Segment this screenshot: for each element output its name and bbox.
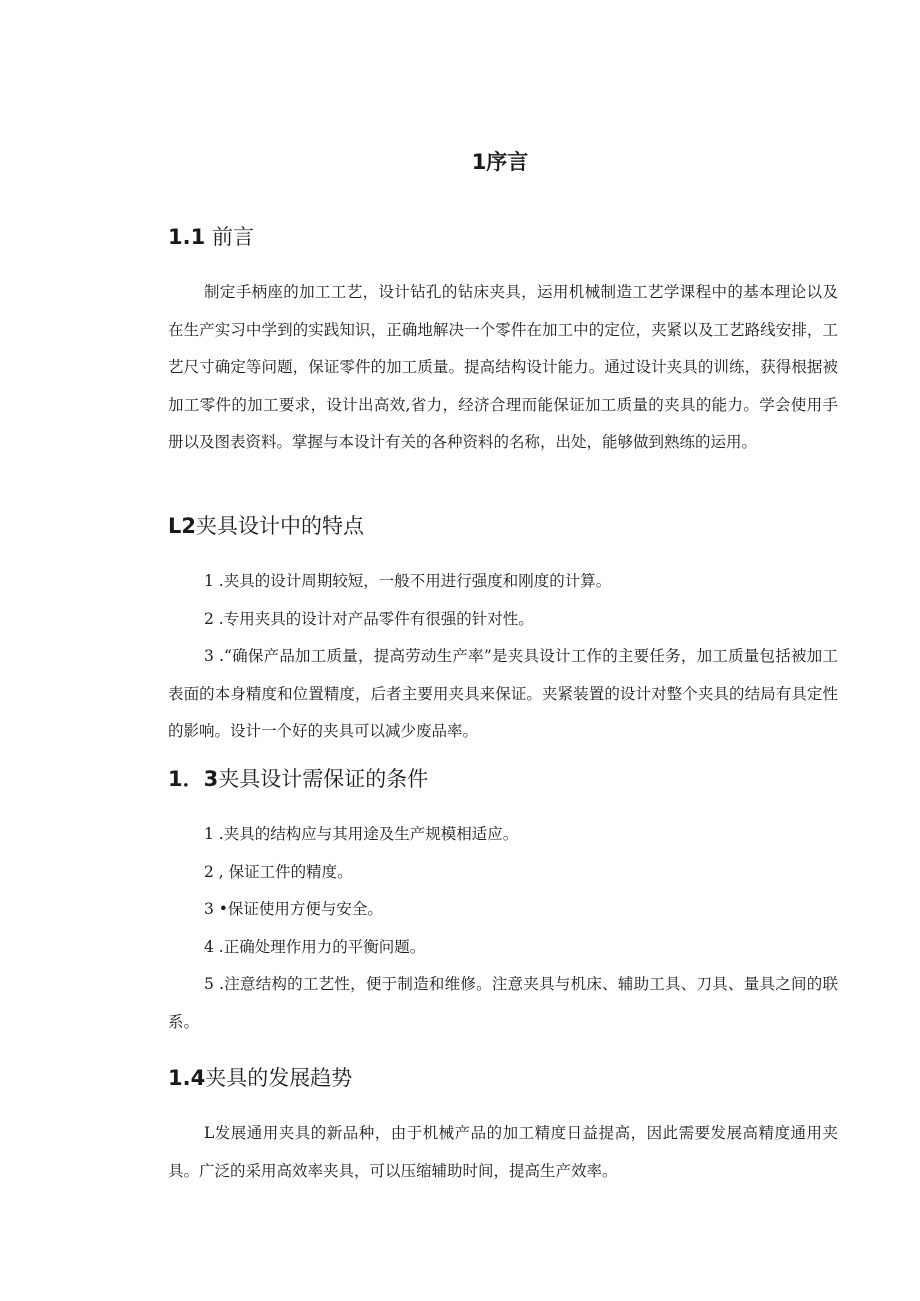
section-title: 前言 [212,225,254,249]
list-item: 3 •保证使用方便与安全。 [204,900,383,918]
section-heading [168,1063,838,1093]
list-item: 1 .夹具的结构应与其用途及生产规模相适应。 [204,825,519,843]
section-number: 1.1 [168,225,206,249]
section-heading [168,222,838,252]
list-item: 4 .正确处理作用力的平衡问题。 [204,937,426,956]
paragraph: 制定手柄座的加工工艺，设计钻孔的钻床夹具，运用机械制造工艺学课程中的基本理论以及在生产实习中学到的实践知识，正确地解决一个零件在加工中的定位，夹紧以及工艺路线安排，工艺尺寸确定等问题，保证零件的加工质量。提高结构设计能力。通过设计夹具的训练，获得根据被加工零件的加工要求，设计出高效,省力，经济合理而能保证加工质量的夹具的能力。学会使用手册以及图表资料。掌握与本设计有关的各种资料的名称，出处，能够做到熟练的运用。 [168,283,838,451]
section-title: 夹具设计需保证的条件 [218,767,429,791]
section-title: 夹具的发展趋势 [205,1066,353,1090]
section-heading [168,764,838,794]
section-preface [168,222,838,462]
list-item: 3 .“确保产品加工质量，提高劳动生产率”是夹具设计工作的主要任务，加工质量包括被加工表面的本身精度和位置精度，后者主要用夹具来保证。夹紧装置的设计对整个夹具的结局有具定性的影响。设计一个好的夹具可以减少废品率。 [168,647,838,740]
list-item: 2 , 保证工件的精度。 [204,862,353,881]
section-heading [168,511,838,541]
chapter-title: 1序言 [471,150,529,174]
section-title: 夹具设计中的特点 [196,514,364,538]
section-number: L2 [168,514,196,538]
section-conditions [168,764,838,1041]
paragraph: L发展通用夹具的新品种，由于机械产品的加工精度日益提高，因此需要发展高精度通用夹具。广泛的采用高效率夹具，可以压缩辅助时间，提高生产效率。 [168,1124,838,1180]
list-item: 5 .注意结构的工艺性，便于制造和维修。注意夹具与机床、辅助工具、刀具、量具之间的联系。 [168,975,838,1031]
list-item: 2 .专用夹具的设计对产品零件有很强的针对性。 [204,609,534,628]
section-number: 1.4 [168,1066,206,1090]
section-trends [168,1063,838,1190]
section-number: 1．3 [168,767,219,791]
section-features [168,511,838,751]
list-item: 1 .夹具的设计周期较短，一般不用进行强度和刚度的计算。 [204,572,612,590]
